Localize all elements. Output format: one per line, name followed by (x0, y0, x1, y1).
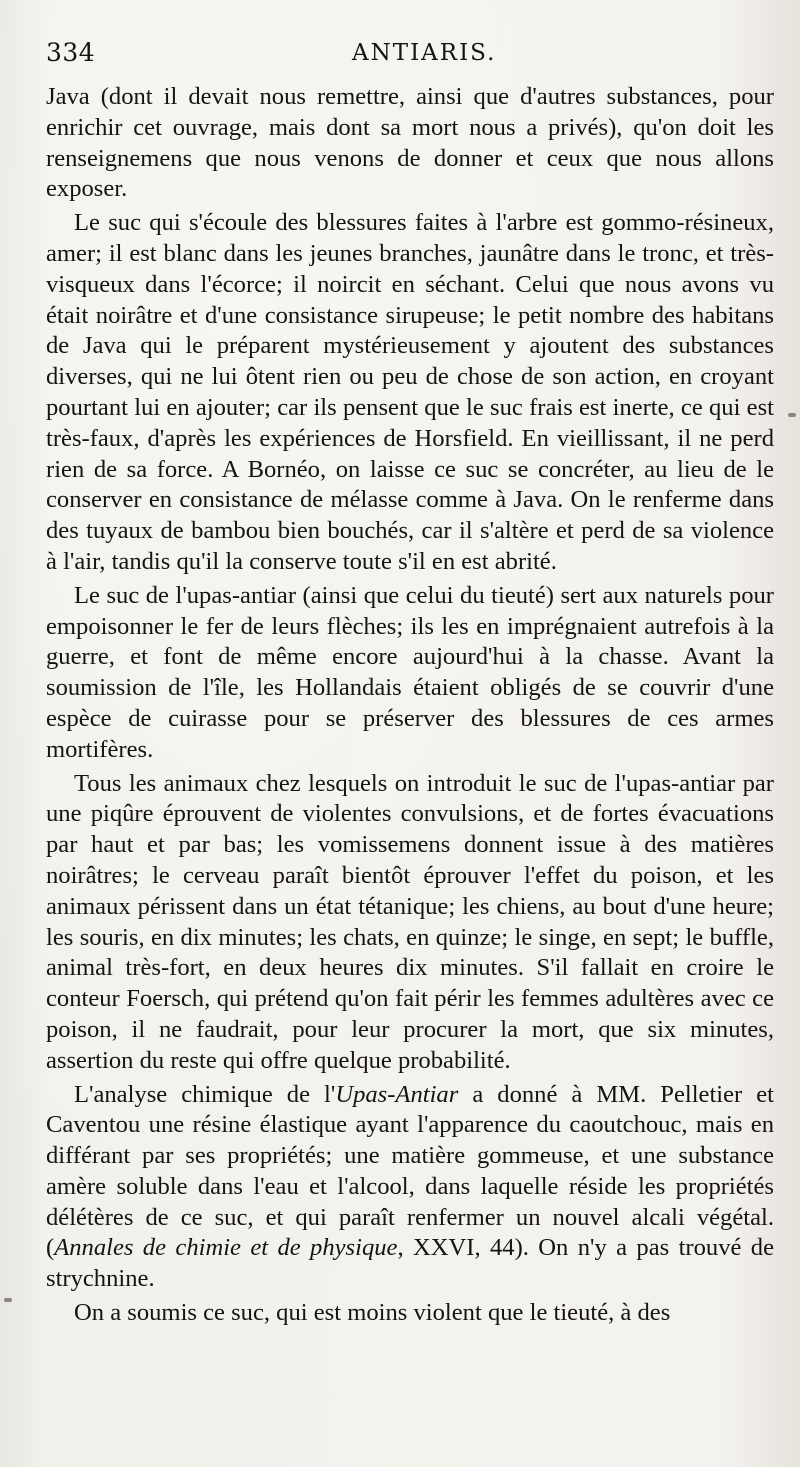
text-run: L'analyse chimique de l' (74, 1080, 336, 1108)
text-run: On a soumis ce suc, qui est moins violent que le tieuté, à des (74, 1299, 671, 1327)
paragraph (46, 581, 774, 766)
margin-speck (4, 1298, 12, 1302)
italic-text-run: Annales de chimie et de physique (54, 1234, 398, 1262)
text-run: Java (dont il devait nous remettre, ainsi que d'autres substances, pour enrichir cet ouvrage, mais dont sa mort nous a privés), qu'on doit les renseignemens que nous venons de donner et ceux que nous allons exposer. (46, 83, 774, 203)
paragraph (46, 769, 774, 1077)
running-head (46, 38, 774, 72)
running-title: ANTIARIS. (352, 40, 497, 66)
text-run: Le suc de l'upas-antiar (ainsi que celui du tieuté) sert aux naturels pour empoisonner le fer de leurs flèches; ils les en imprégnaient autrefois à la guerre, et font de même encore aujourd'hui à la chasse. Avant la soumission de l'île, les Hollandais étaient obligés de se couvrir d'une espèce de cuirasse pour se préserver des blessures de ces armes mortifères. (46, 581, 774, 763)
text-run: a donné à MM. Pelletier et Caventou une résine élastique ayant l'apparence du caoutchouc, mais en différant par ses propriétés; une matière gommeuse, et une substance amère soluble dans l'eau et l'alcool, dans laquelle réside les propriétés délétères de ce suc, et qui paraît renfermer un nouvel alcali végétal. ( (46, 1080, 775, 1262)
text-run: , XXVI, 44). On n'y a pas trouvé de strychnine. (46, 1234, 774, 1293)
italic-text-run: Upas-Antiar (335, 1080, 459, 1108)
text-run: Tous les animaux chez lesquels on introduit le suc de l'upas-antiar par une piqûre éprouvent de violentes convulsions, et de fortes évacuations par haut et par bas; les vomissemens donnent issue à des matières noirâtres; le cerveau paraît bientôt éprouver l'effet du poison, et les animaux périssent dans un état tétanique; les chiens, au bout d'une heure; les souris, en dix minutes; les chats, en quinze; le singe, en sept; le buffle, animal très-fort, en deux heures dix minutes. S'il fallait en croire le conteur Foersch, qui prétend qu'on fait périr les femmes adultères avec ce poison, il ne faudrait, pour leur procurer la mort, que six minutes, assertion du reste qui offre quelque probabilité. (46, 769, 774, 1074)
paragraph (46, 82, 774, 205)
text-run: Le suc qui s'écoule des blessures faites à l'arbre est gommo-résineux, amer; il est blanc dans les jeunes branches, jaunâtre dans le tronc, et très-visqueux dans l'écorce; il noircit en séchant. Celui que nous avons vu était noirâtre et d'une consistance sirupeuse; le petit nombre des habitans de Java qui le préparent mystérieusement y ajoutent des substances diverses, qui ne lui ôtent rien ou peu de chose de son action, en croyant pourtant lui en ajouter; car ils pensent que le suc frais est inerte, ce qui est très-faux, d'après les expériences de Horsfield. En vieillissant, il ne perd rien de sa force. A Bornéo, on laisse ce suc se concréter, au lieu de le conserver en consistance de mélasse comme à Java. On le renferme dans des tuyaux de bambou bien bouchés, car il s'altère et perd de sa violence à l'air, tandis qu'il la conserve toute s'il en est abrité. (46, 209, 774, 575)
page-number: 334 (46, 38, 96, 67)
paragraph (46, 1298, 774, 1329)
body-text (46, 82, 774, 1329)
paragraph (46, 208, 774, 578)
paragraph (46, 1080, 774, 1296)
margin-speck (788, 413, 796, 417)
